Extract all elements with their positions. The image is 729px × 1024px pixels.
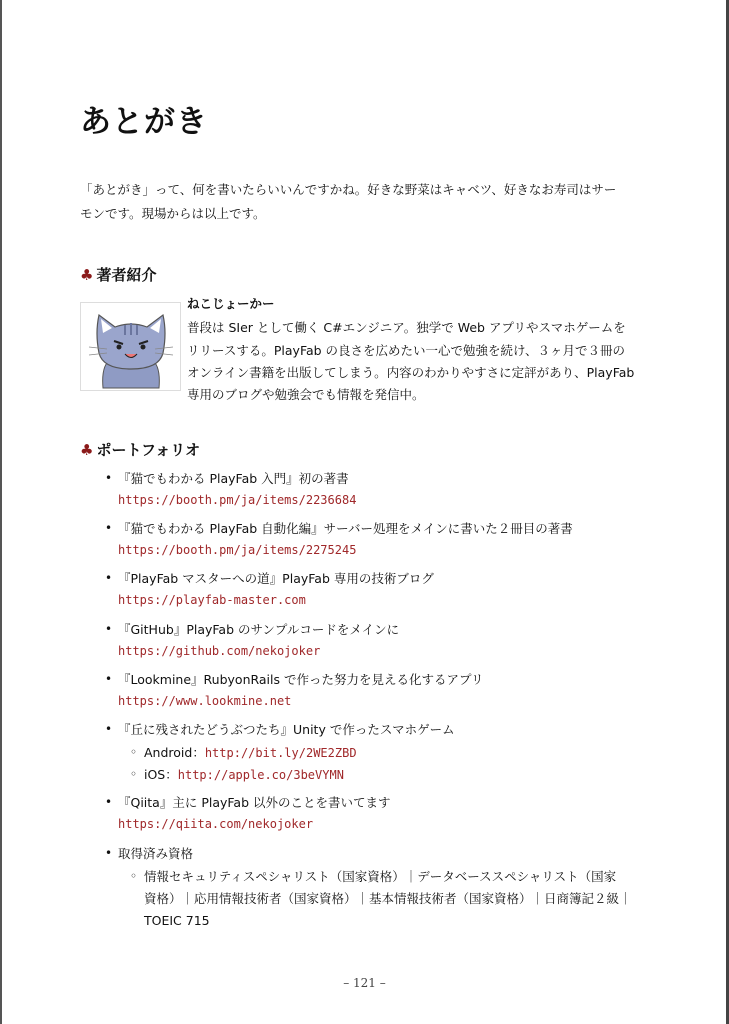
portfolio-item-link[interactable]: https://www.lookmine.net (118, 694, 292, 708)
bullet-icon: • (105, 672, 113, 686)
portfolio-item-text: 『PlayFab マスターへの道』PlayFab 専用の技術ブログ (118, 571, 434, 586)
avatar (80, 302, 181, 391)
portfolio-item-text: 『GitHub』PlayFab のサンプルコードをメインに (118, 622, 400, 637)
circle-bullet-icon: ◦ (130, 745, 138, 759)
cert-line: 資格）｜応用情報技術者（国家資格）｜基本情報技術者（国家資格）｜日商簿記２級｜ (144, 891, 632, 906)
bullet-icon: • (105, 795, 113, 809)
author-heading-text: 著者紹介 (96, 266, 157, 284)
cert-line: TOEIC 715 (144, 913, 210, 928)
portfolio-item-text: 『Qiita』主に PlayFab 以外のことを書いてます (118, 795, 391, 810)
bio-line-2: リリースする。PlayFab の良さを広めたい一心で勉強を続け、３ヶ月で３冊の (187, 343, 626, 358)
intro-line-1: 「あとがき」って、何を書いたらいいんですかね。好きな野菜はキャベツ、好きなお寿司はサー (80, 182, 617, 197)
bio-line-1: 普段は SIer として働く C#エンジニア。独学で Web アプリやスマホゲームを (187, 320, 626, 335)
club-icon: ♣ (80, 265, 94, 284)
intro-line-2: モンです。現場からは以上です。 (80, 206, 266, 221)
portfolio-item-link[interactable]: https://qiita.com/nekojoker (118, 817, 314, 831)
portfolio-item-text: 『猫でもわかる PlayFab 自動化編』サーバー処理をメインに書いた２冊目の著書 (118, 521, 573, 536)
bio-line-3: オンライン書籍を出版してしまう。内容のわかりやすさに定評があり、PlayFab (187, 365, 635, 380)
circle-bullet-icon: ◦ (130, 869, 138, 883)
sub-item-link[interactable]: http://apple.co/3beVYMN (177, 768, 344, 782)
page-edge-left (0, 0, 2, 1024)
author-name: ねこじょーかー (187, 296, 275, 311)
bio-line-4: 専用のブログや勉強会でも情報を発信中。 (187, 387, 425, 402)
author-heading (80, 264, 156, 285)
sub-item-link[interactable]: http://bit.ly/2WE2ZBD (204, 746, 357, 760)
bullet-icon: • (105, 571, 113, 585)
portfolio-item-text: 取得済み資格 (118, 846, 194, 861)
portfolio-heading (80, 439, 200, 460)
cat-avatar-icon (81, 303, 180, 390)
portfolio-item-link[interactable]: https://playfab-master.com (118, 593, 306, 607)
portfolio-item-link[interactable]: https://booth.pm/ja/items/2275245 (118, 543, 357, 557)
portfolio-item-text: 『猫でもわかる PlayFab 入門』初の著書 (118, 471, 349, 486)
cert-line: 情報セキュリティスペシャリスト（国家資格）｜データベーススペシャリスト（国家 (144, 869, 617, 884)
sub-item-label: iOS： (144, 767, 178, 782)
bullet-icon: • (105, 622, 113, 636)
bullet-icon: • (105, 722, 113, 736)
portfolio-heading-text: ポートフォリオ (96, 441, 201, 459)
circle-bullet-icon: ◦ (130, 767, 138, 781)
portfolio-item-link[interactable]: https://github.com/nekojoker (118, 644, 321, 658)
page-number: – 121 – (343, 976, 386, 990)
portfolio-item-text: 『丘に残されたどうぶつたち』Unity で作ったスマホゲーム (118, 722, 455, 737)
sub-item-label: Android： (144, 745, 205, 760)
portfolio-item-link[interactable]: https://booth.pm/ja/items/2236684 (118, 493, 357, 507)
club-icon: ♣ (80, 440, 94, 459)
bullet-icon: • (105, 521, 113, 535)
page-title: あとがき (80, 104, 208, 140)
bullet-icon: • (105, 471, 113, 485)
portfolio-item-text: 『Lookmine』RubyonRails で作った努力を見える化するアプリ (118, 672, 484, 687)
bullet-icon: • (105, 846, 113, 860)
sub-item (144, 764, 344, 786)
sub-item (144, 742, 357, 764)
